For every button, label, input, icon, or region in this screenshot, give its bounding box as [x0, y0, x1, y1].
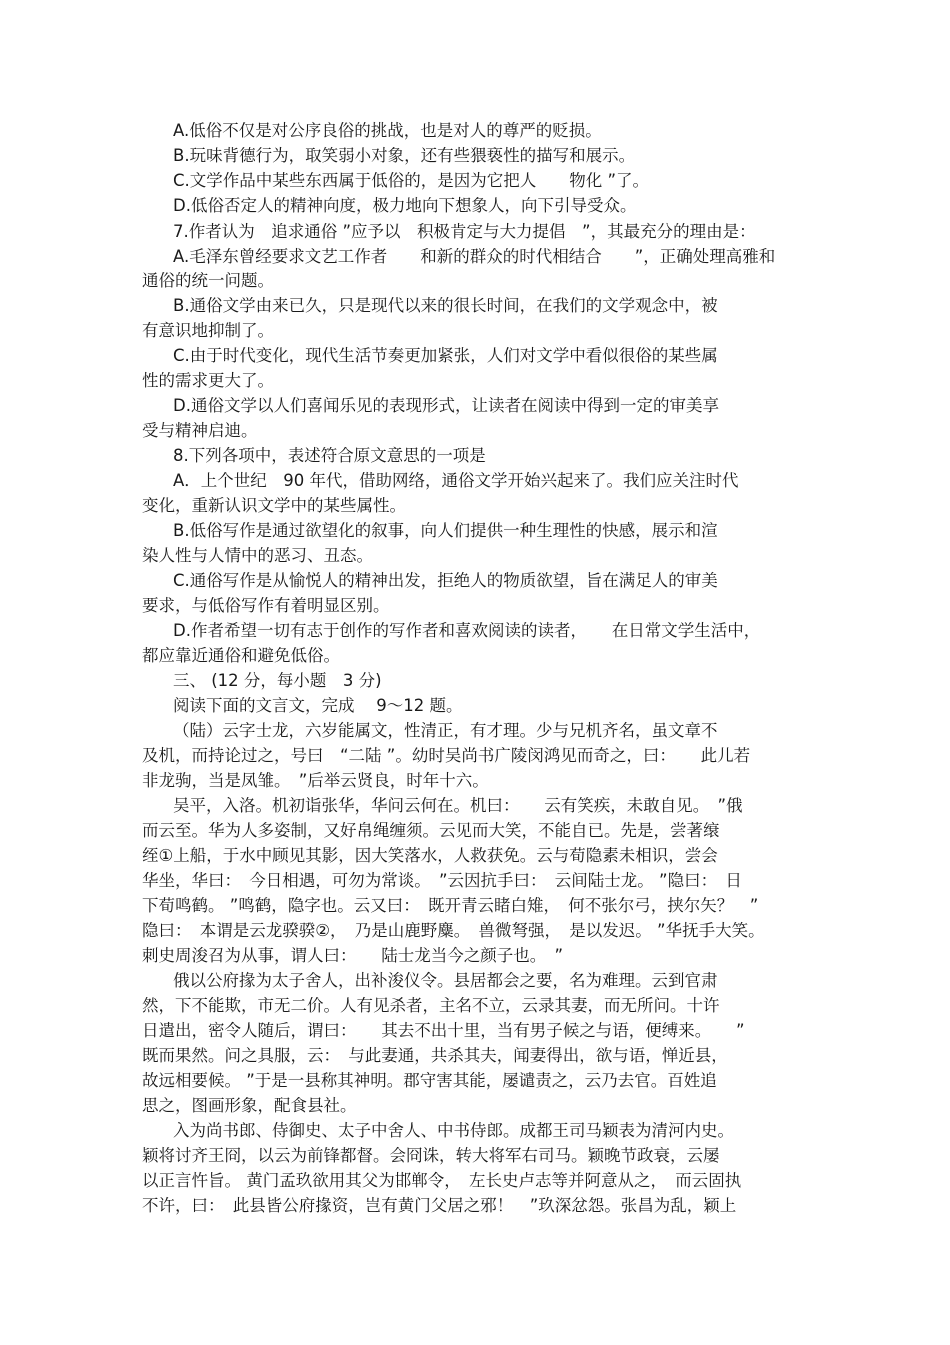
text-line: 吴平，入洛。机初诣张华，华问云何在。机曰： 云有笑疾，未敢自见。 ”俄 — [173, 796, 743, 815]
text-line: 要求，与低俗写作有着明显区别。 — [142, 596, 390, 615]
text-line: B.低俗写作是通过欲望化的叙事，向人们提供一种生理性的快感，展示和渲 — [173, 521, 718, 540]
text-line: 俄以公府掾为太子舍人，出补浚仪令。县居都会之要，名为难理。云到官肃 — [173, 971, 718, 990]
text-line: 都应靠近通俗和避免低俗。 — [142, 646, 340, 665]
text-line: 不许，曰： 此县皆公府掾资，岂有黄门父居之邪！ ”玖深忿怨。张昌为乱，颖上 — [142, 1196, 737, 1215]
text-line: 以正言忤旨。 黄门孟玖欲用其父为邯郸令， 左长史卢志等并阿意从之， 而云固执 — [142, 1171, 742, 1190]
text-line: 受与精神启迪。 — [142, 421, 258, 440]
text-line: C.由于时代变化，现代生活节奏更加紧张，人们对文学中看似很俗的某些属 — [173, 346, 718, 365]
text-line: A.低俗不仅是对公序良俗的挑战，也是对人的尊严的贬损。 — [173, 121, 602, 140]
text-line: 变化，重新认识文学中的某些属性。 — [142, 496, 406, 515]
text-line: C.文学作品中某些东西属于低俗的，是因为它把人 物化 ”了。 — [173, 171, 650, 190]
text-line: 然，下不能欺，市无二价。人有见杀者，主名不立，云录其妻，而无所问。十许 — [142, 996, 720, 1015]
text-line: 既而果然。问之具服，云： 与此妻通，共杀其夫，闻妻得出，欲与语，惮近县， — [142, 1046, 728, 1065]
text-line: 故远相要候。 ”于是一县称其神明。郡守害其能，屡谴责之，云乃去官。百姓追 — [142, 1071, 717, 1090]
text-line: D.通俗文学以人们喜闻乐见的表现形式，让读者在阅读中得到一定的审美享 — [173, 396, 719, 415]
text-line: 非龙驹，当是凤雏。 ”后举云贤良，时年十六。 — [142, 771, 489, 790]
text-line: B.玩味背德行为，取笑弱小对象，还有些猥亵性的描写和展示。 — [173, 146, 636, 165]
text-line: 7.作者认为 追求通俗 ”应予以 积极肯定与大力提倡 ”，其最充分的理由是： — [173, 222, 756, 241]
text-line: 而云至。华为人多姿制，又好帛绳缠须。云见而大笑，不能自已。先是，尝著缞 — [142, 821, 720, 840]
text-line: D.低俗否定人的精神向度，极力地向下想象人，向下引导受众。 — [173, 196, 637, 215]
text-line: A.毛泽东曾经要求文艺工作者 和新的群众的时代相结合 ”，正确处理高雅和 — [173, 247, 776, 266]
text-line: 下荀鸣鹤。 ”鸣鹤，隐字也。云又曰： 既开青云睹白雉， 何不张尔弓，挟尔矢？ ” — [142, 896, 759, 915]
text-line: 及机，而持论过之，号曰 “二陆 ”。幼时吴尚书广陵闵鸿见而奇之，曰： 此儿若 — [142, 746, 751, 765]
text-line: 阅读下面的文言文，完成 9～12 题。 — [173, 696, 463, 715]
text-line: 颖将讨齐王冏，以云为前锋都督。会冏诛，转大将军右司马。颖晚节政衰，云屡 — [142, 1146, 720, 1165]
text-line: 通俗的统一问题。 — [142, 271, 274, 290]
text-line: （陆）云字士龙，六岁能属文，性清正，有才理。少与兄机齐名，虽文章不 — [173, 721, 718, 740]
text-line: 华坐，华曰： 今日相遇，可勿为常谈。 ”云因抗手曰： 云间陆士龙。 ”隐曰： 日 — [142, 871, 742, 890]
text-line: 入为尚书郎、侍御史、太子中舍人、中书侍郎。成都王司马颖表为清河内史。 — [173, 1121, 734, 1140]
text-line: 绖①上船，于水中顾见其影，因大笑落水，人救获免。云与荀隐素未相识，尝会 — [142, 846, 718, 865]
text-line: 隐曰： 本谓是云龙骙骙②， 乃是山鹿野麋。 兽微弩强， 是以发迟。 ”华抚手大笑。 — [142, 921, 765, 940]
text-line: 三、 (12 分，每小题 3 分) — [173, 671, 382, 690]
text-line: 8.下列各项中，表述符合原文意思的一项是 — [173, 446, 486, 465]
text-line: 有意识地抑制了。 — [142, 321, 274, 340]
text-line: C.通俗写作是从愉悦人的精神出发，拒绝人的物质欲望，旨在满足人的审美 — [173, 571, 718, 590]
text-line: A．上个世纪 90 年代，借助网络，通俗文学开始兴起来了。我们应关注时代 — [173, 471, 739, 490]
text-line: B.通俗文学由来已久，只是现代以来的很长时间，在我们的文学观念中，被 — [173, 296, 718, 315]
text-line: 日遣出，密令人随后，谓曰： 其去不出十里，当有男子候之与语，便缚来。 ” — [142, 1021, 745, 1040]
text-line: 刺史周浚召为从事，谓人曰： 陆士龙当今之颜子也。 ” — [142, 946, 564, 965]
text-line: 思之，图画形象，配食县社。 — [142, 1096, 357, 1115]
text-line: 性的需求更大了。 — [142, 371, 274, 390]
text-line: D.作者希望一切有志于创作的写作者和喜欢阅读的读者， 在日常文学生活中， — [173, 621, 761, 640]
text-line: 染人性与人情中的恶习、丑态。 — [142, 546, 373, 565]
